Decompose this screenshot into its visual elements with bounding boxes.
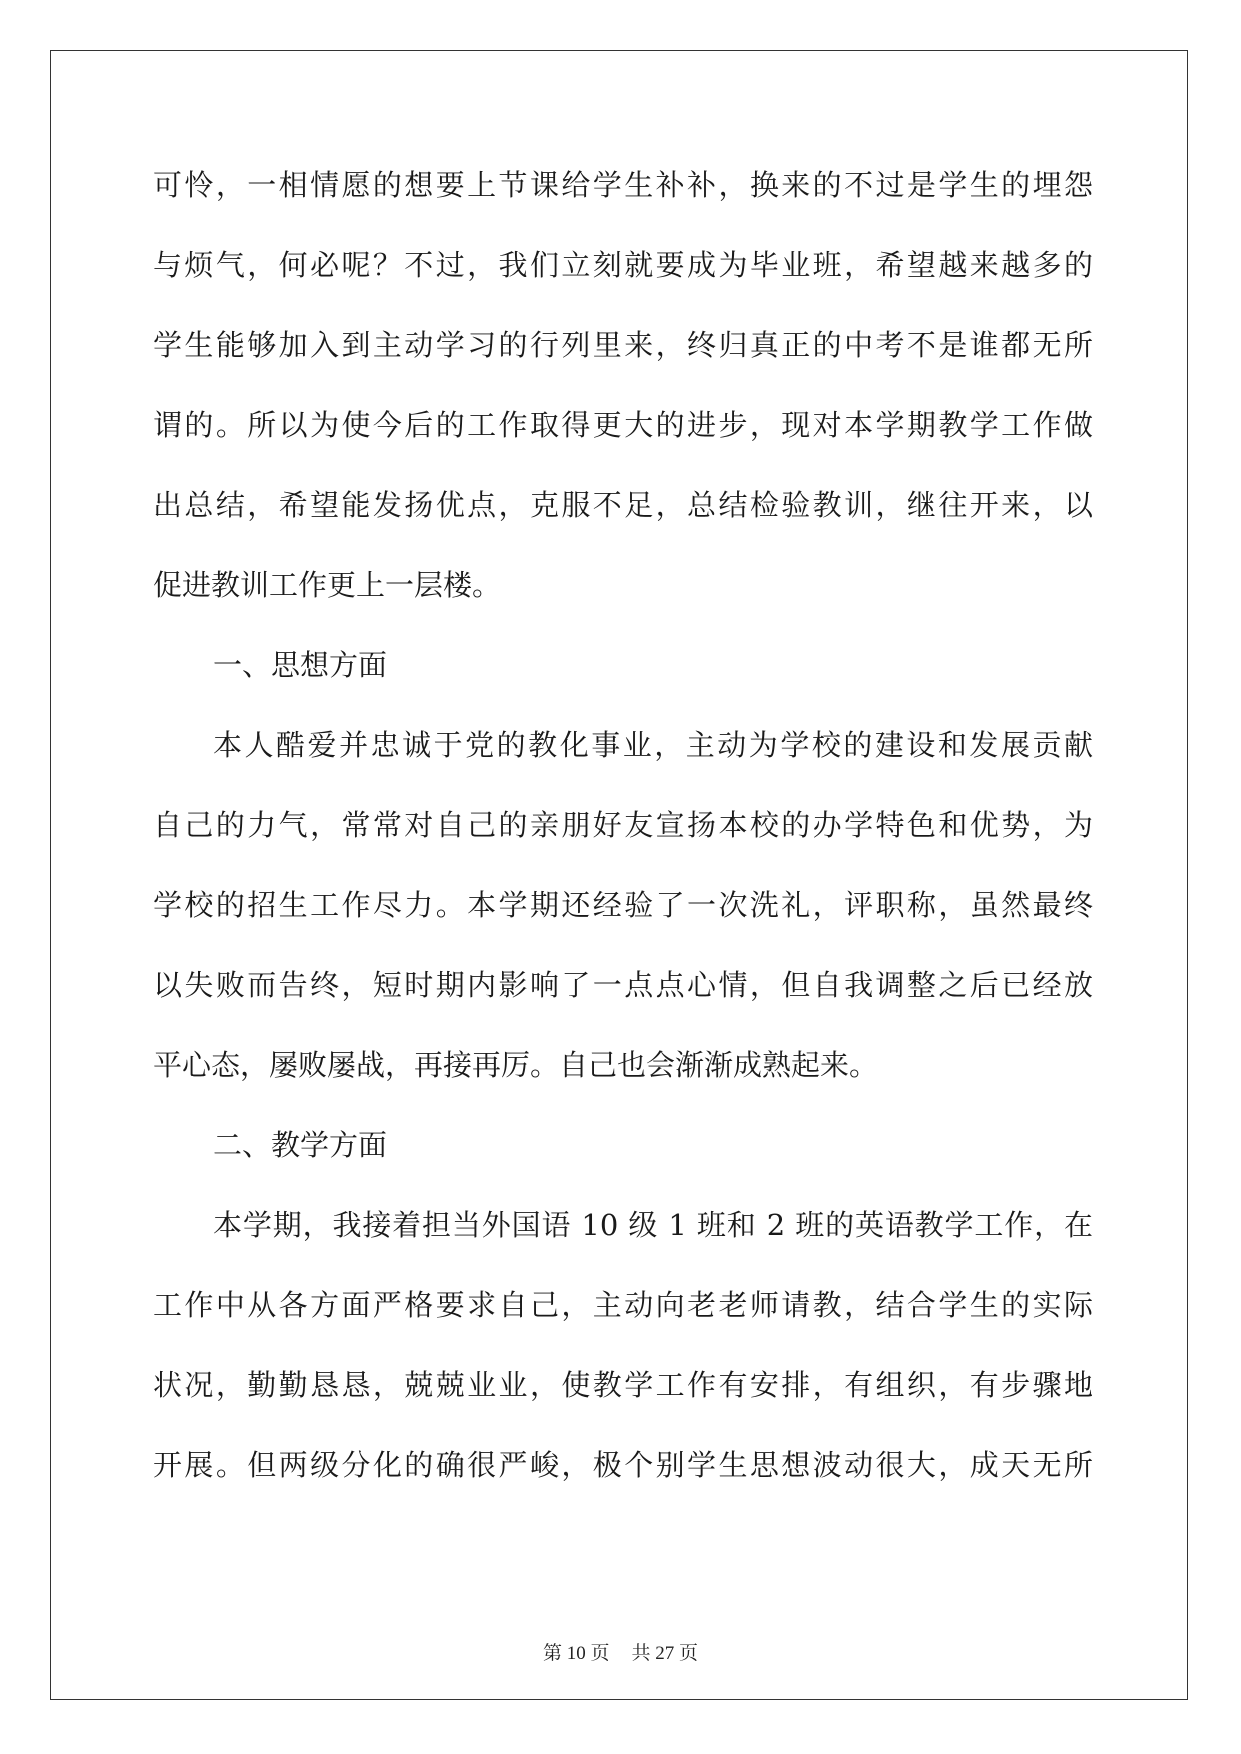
- page-number: 第 10 页: [542, 1643, 610, 1664]
- text-line: 与烦气，何必呢？不过，我们立刻就要成为毕业班，希望越来越多的: [153, 248, 1093, 282]
- text-line: 出总结，希望能发扬优点，克服不足，总结检验教训，继往开来，以: [153, 488, 1093, 522]
- section-heading: 一、思想方面: [213, 648, 388, 682]
- text-line: 平心态，屡败屡战，再接再厉。自己也会渐渐成熟起来。: [153, 1048, 879, 1082]
- text-line: 状况，勤勤恳恳，兢兢业业，使教学工作有安排，有组织，有步骤地: [153, 1368, 1093, 1402]
- document-body: [153, 162, 1093, 1522]
- text-line: 自己的力气，常常对自己的亲朋好友宣扬本校的办学特色和优势，为: [153, 808, 1093, 842]
- text-line: 工作中从各方面严格要求自己，主动向老老师请教，结合学生的实际: [153, 1288, 1093, 1322]
- text-line: 学生能够加入到主动学习的行列里来，终归真正的中考不是谁都无所: [153, 328, 1093, 362]
- text-line: 谓的。所以为使今后的工作取得更大的进步，现对本学期教学工作做: [153, 408, 1093, 442]
- page-total: 共 27 页: [631, 1643, 699, 1664]
- section-heading: 二、教学方面: [213, 1128, 388, 1162]
- text-line: 本人酷爱并忠诚于党的教化事业，主动为学校的建设和发展贡献: [213, 728, 1093, 762]
- text-line: 开展。但两级分化的确很严峻，极个别学生思想波动很大，成天无所: [153, 1448, 1093, 1482]
- text-line: 本学期，我接着担当外国语 10 级 1 班和 2 班的英语教学工作，在: [213, 1208, 1093, 1242]
- page-footer: [0, 1638, 1241, 1665]
- text-line: 促进教训工作更上一层楼。: [153, 568, 502, 602]
- text-line: 以失败而告终，短时期内影响了一点点心情，但自我调整之后已经放: [153, 968, 1093, 1002]
- text-line: 可怜，一相情愿的想要上节课给学生补补，换来的不过是学生的埋怨: [153, 168, 1093, 202]
- text-line: 学校的招生工作尽力。本学期还经验了一次洗礼，评职称，虽然最终: [153, 888, 1093, 922]
